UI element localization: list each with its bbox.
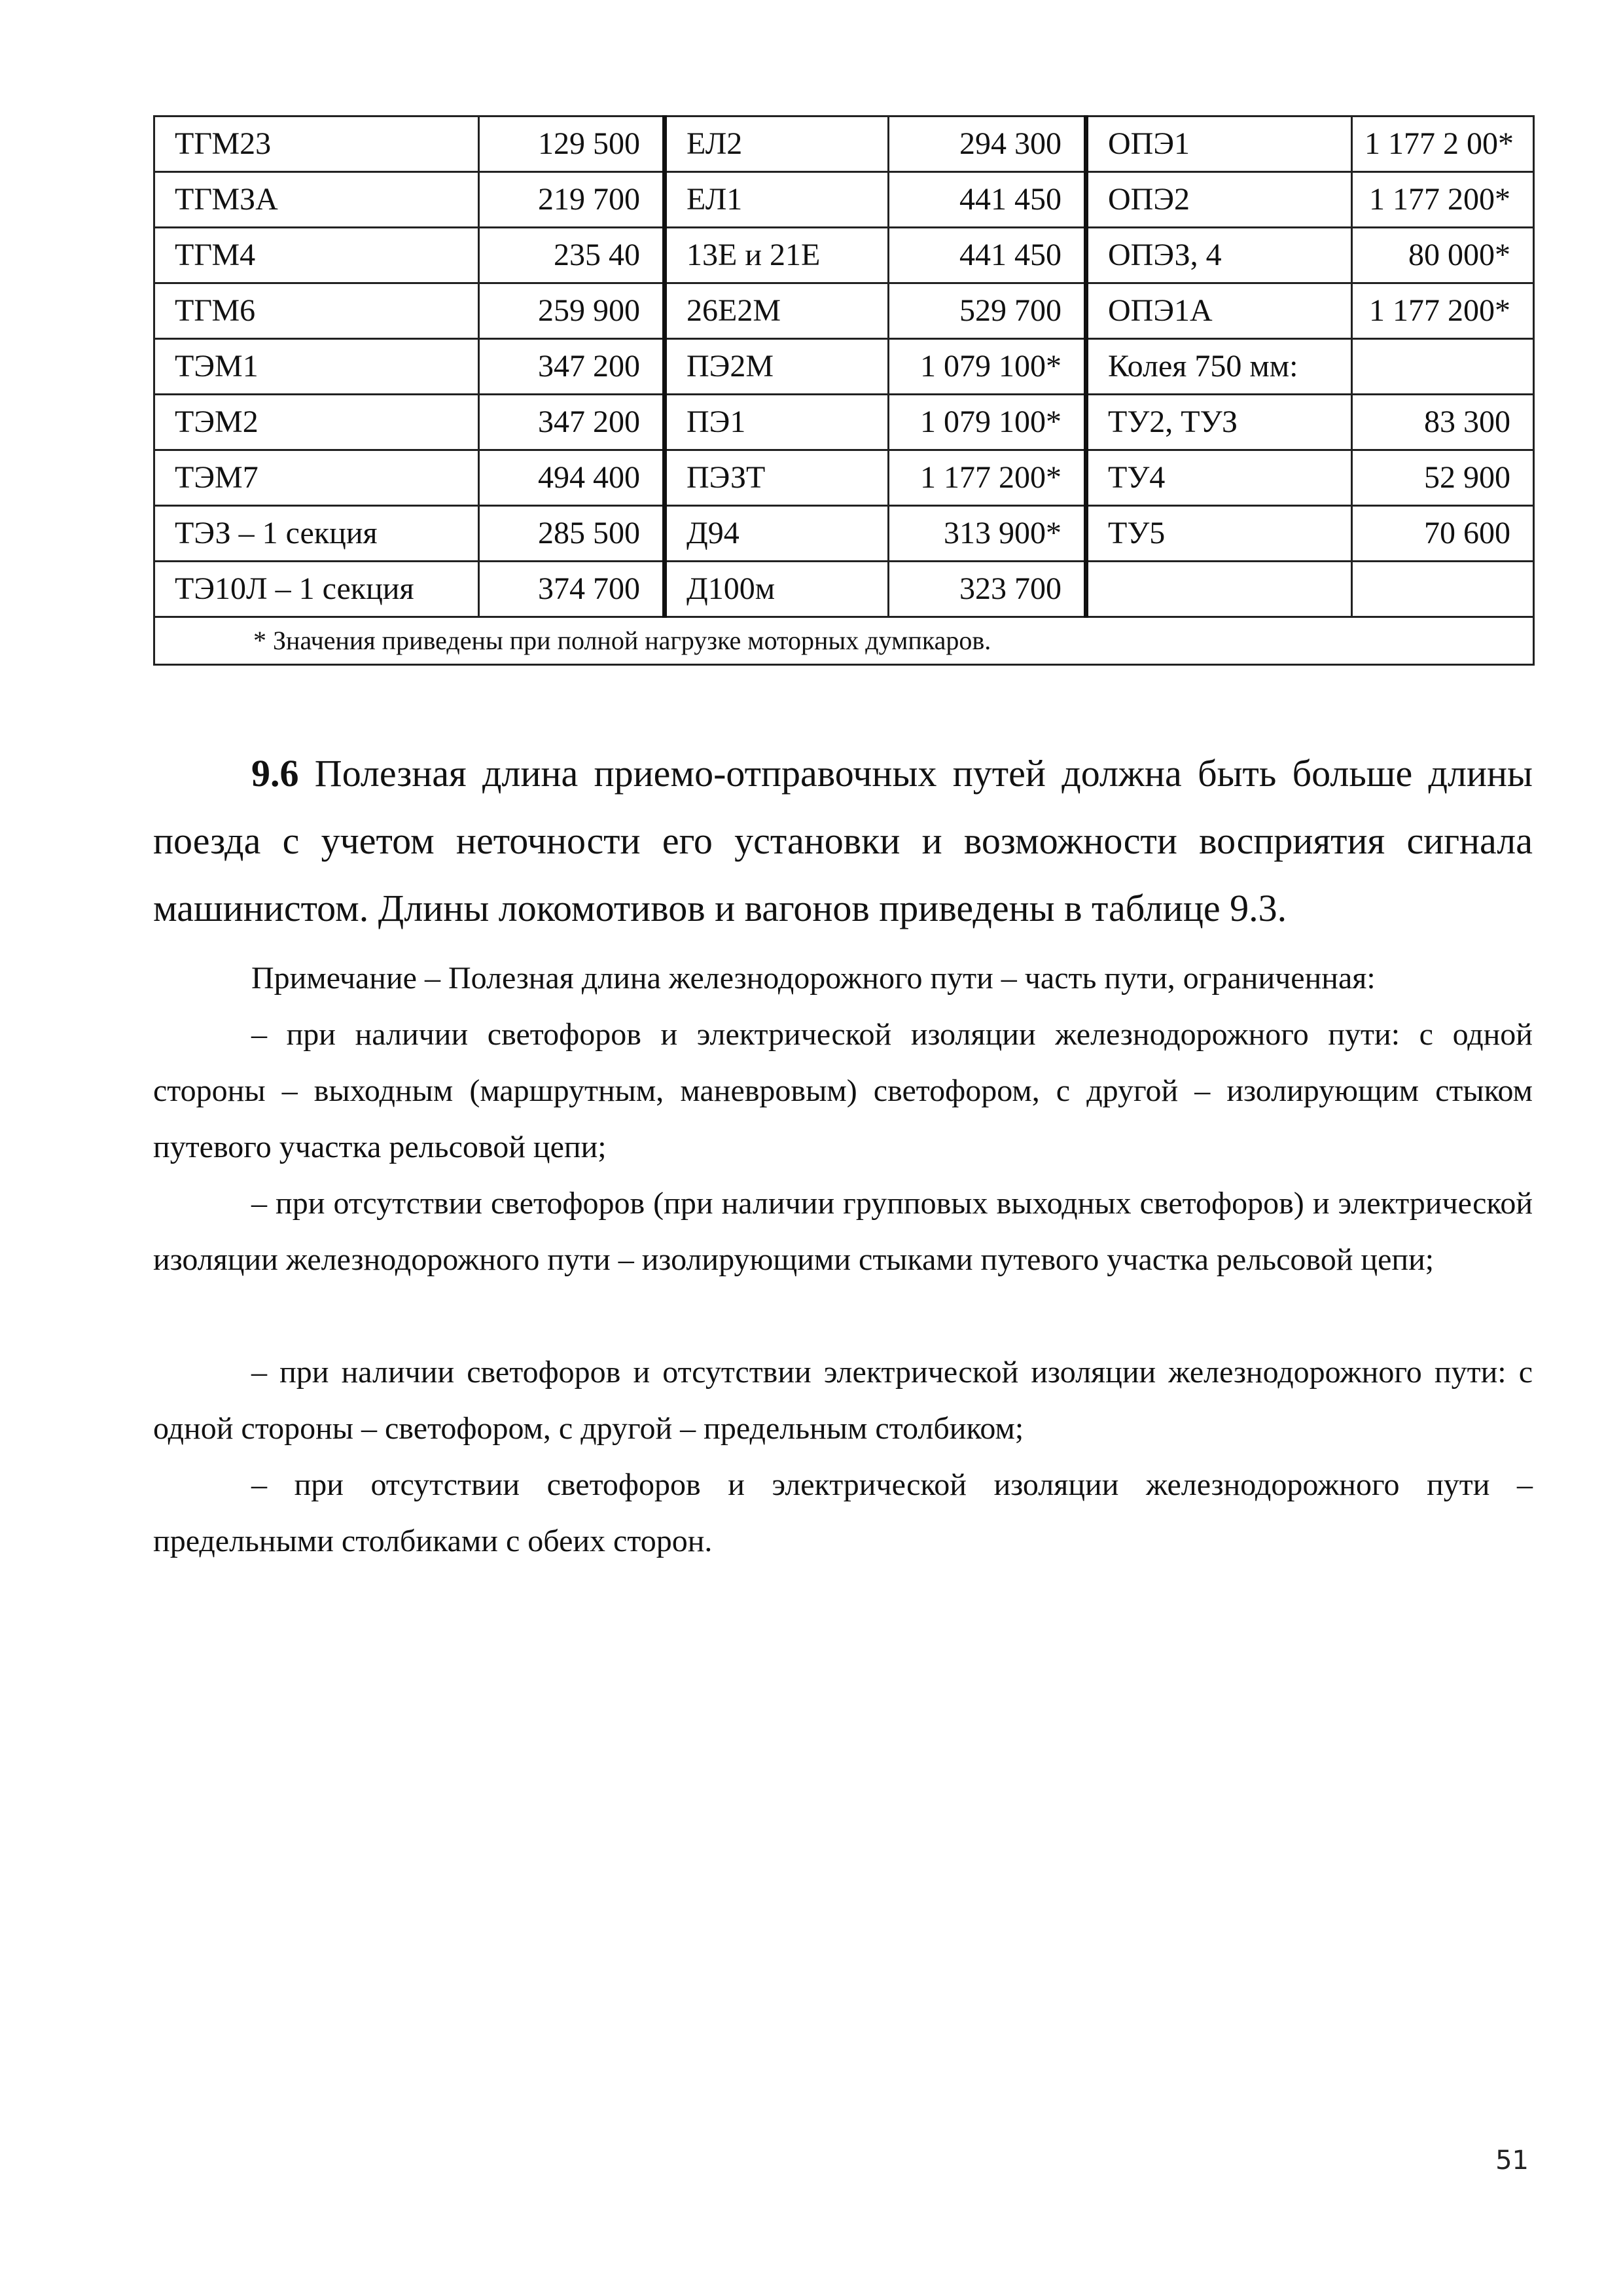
table-cell [1086,562,1352,617]
locomotive-table [153,115,1535,666]
table-cell: ТЭЗ – 1 секция [154,506,479,562]
table-row [154,339,1534,395]
table-cell: Д100м [665,562,889,617]
table-cell: ТУ5 [1086,506,1352,562]
note-item-1: – при наличии светофоров и электрической изоляции железнодорожного пути: с одной стороны – выходным (маршрутным, маневровым) светофором, с другой – изолирующим стыком путевого участка рельсовой цепи; [153,1017,1533,1164]
table-cell: 129 500 [479,117,665,172]
table-footnote-row [154,617,1534,665]
table-cell: 13Е и 21Е [665,228,889,283]
table-cell: 1 177 200* [1352,172,1534,228]
table-cell: 294 300 [889,117,1086,172]
table-cell: ОПЭ1 [1086,117,1352,172]
table-cell: ТЭМ7 [154,450,479,506]
table-cell: 441 450 [889,228,1086,283]
table-cell: ОПЭЗ, 4 [1086,228,1352,283]
table-cell: ОПЭ1А [1086,283,1352,339]
table-cell: 259 900 [479,283,665,339]
table-cell: 1 079 100* [889,395,1086,450]
note-item-3: – при наличии светофоров и отсутствии электрической изоляции железнодорожного пути: с одной стороны – светофором, с другой – предельным столбиком; [153,1355,1533,1446]
table-row [154,450,1534,506]
table-cell: 441 450 [889,172,1086,228]
table-cell: ЕЛ1 [665,172,889,228]
table-cell: 494 400 [479,450,665,506]
table-cell: ТГМ4 [154,228,479,283]
table-cell: 529 700 [889,283,1086,339]
table-cell: ЕЛ2 [665,117,889,172]
table-cell: ТГМ6 [154,283,479,339]
note-item-4: – при отсутствии светофоров и электрической изоляции железнодорожного пути – предельными столбиками с обеих сторон. [153,1467,1533,1558]
table-cell: 83 300 [1352,395,1534,450]
table-cell: ТЭМ2 [154,395,479,450]
table-cell: ТЭ10Л – 1 секция [154,562,479,617]
table-row [154,283,1534,339]
table-cell: 347 200 [479,395,665,450]
table-cell: ТГМ23 [154,117,479,172]
table-cell: 1 079 100* [889,339,1086,395]
table-cell: 80 000* [1352,228,1534,283]
table-row [154,228,1534,283]
table-cell: ТГМЗА [154,172,479,228]
section-9-6-paragraph [153,740,1533,942]
note-item-2: – при отсутствии светофоров (при наличии групповых выходных светофоров) и электрической изоляции железнодорожного пути – изолирующими стыками путевого участка рельсовой цепи; [153,1186,1533,1277]
table-cell: ТЭМ1 [154,339,479,395]
table-cell: ТУ2, ТУЗ [1086,395,1352,450]
table-footnote: * Значения приведены при полной нагрузке моторных думпкаров. [154,617,1534,665]
table-cell: 374 700 [479,562,665,617]
table-cell: ПЭ1 [665,395,889,450]
table-cell: Д94 [665,506,889,562]
table-body [154,117,1534,665]
table-cell: 347 200 [479,339,665,395]
page-number: 51 [1495,2145,1529,2176]
table-cell: ПЭ2М [665,339,889,395]
table-cell: 26Е2М [665,283,889,339]
table-row [154,395,1534,450]
table-cell: 70 600 [1352,506,1534,562]
table-cell: 1 177 200* [1352,283,1534,339]
table-cell: Колея 750 мм: [1086,339,1352,395]
table-cell: 1 177 200* [889,450,1086,506]
table-row [154,562,1534,617]
table-cell: ТУ4 [1086,450,1352,506]
table-cell: 323 700 [889,562,1086,617]
table-cell: 1 177 2 00* [1352,117,1534,172]
section-text: Полезная длина приемо-отправочных путей должна быть больше длины поезда с учетом неточности его установки и возможности восприятия сигнала машинистом. Длины локомотивов и вагонов приведены в таблице 9.3. [153,752,1533,929]
note-intro: Примечание – Полезная длина железнодорожного пути – часть пути, ограниченная: [251,961,1376,996]
section-number: 9.6 [251,752,299,795]
table-row [154,117,1534,172]
table-cell [1352,339,1534,395]
table-row [154,172,1534,228]
table-cell: 219 700 [479,172,665,228]
table-cell: ОПЭ2 [1086,172,1352,228]
table-cell: 285 500 [479,506,665,562]
table-cell: ПЭЗТ [665,450,889,506]
table-cell: 313 900* [889,506,1086,562]
table-cell [1352,562,1534,617]
table-row [154,506,1534,562]
table-cell: 235 40 [479,228,665,283]
table-cell: 52 900 [1352,450,1534,506]
